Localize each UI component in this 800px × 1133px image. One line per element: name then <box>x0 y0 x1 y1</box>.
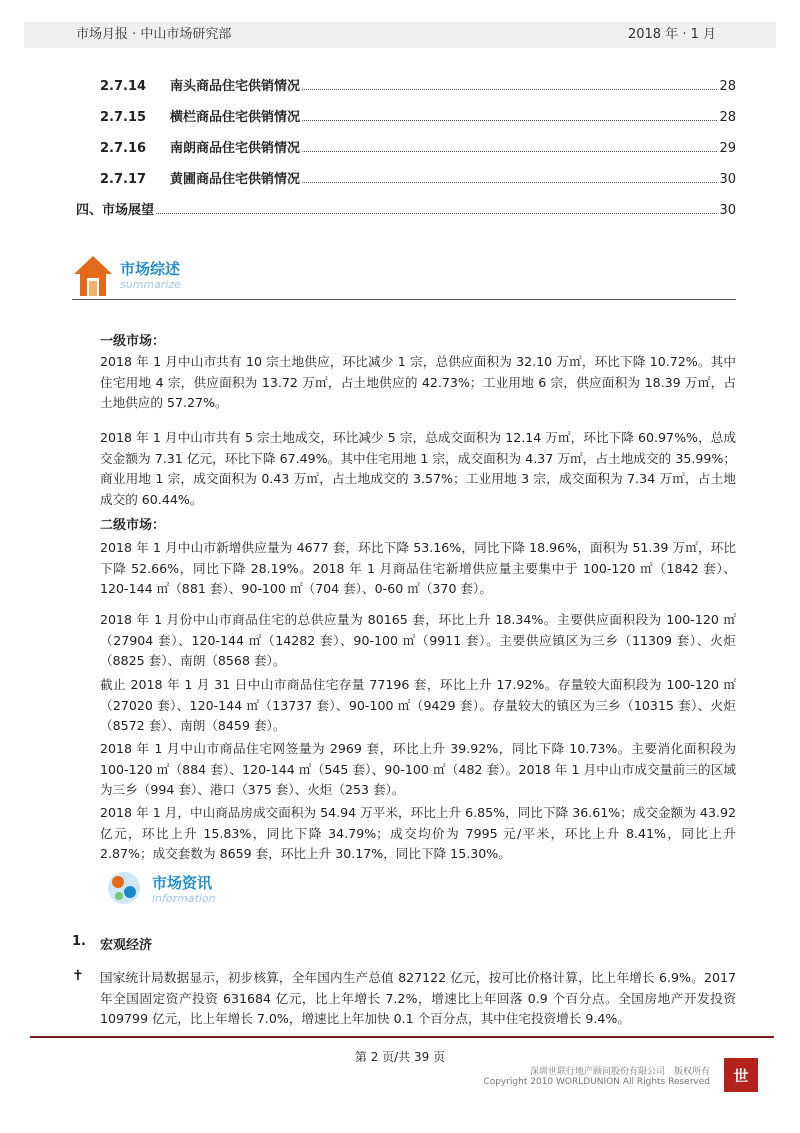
banner-title: 市场综述 <box>120 260 181 278</box>
toc-row[interactable] <box>100 169 736 187</box>
secondary-paragraph-2: 2018 年 1 月份中山市商品住宅的总供应量为 80165 套，环比上升 18.34%。主要供应面积段为 100-120 ㎡（27904 套）、120-144 ㎡（14282 套）、90-100 ㎡（9911 套）。主要供应镇区为三乡（11309 套）、火炬（8825 套）、南朗（8568 套）。 <box>100 612 736 668</box>
toc-leader <box>302 120 717 121</box>
toc-title: 横栏商品住宅供销情况 <box>170 110 301 125</box>
macro-heading: 宏观经济 <box>100 938 153 953</box>
toc-row[interactable] <box>100 76 736 94</box>
secondary-paragraph-4: 2018 年 1 月中山市商品住宅网签量为 2969 套，环比上升 39.92%，同比下降 10.73%。主要消化面积段为 100-120 ㎡（884 套）、120-144 ㎡（545 套）、90-100 ㎡（482 套）。2018 年 1 月中山市成交量前三的区域为三乡（994 套）、港口（375 套）、火炬（253 套）。 <box>100 741 736 797</box>
toc-page: 28 <box>719 110 736 125</box>
header-date: 2018 年 · 1 月 <box>627 27 716 42</box>
banner-subtitle: information <box>152 892 216 905</box>
toc-number: 2.7.16 <box>100 141 147 156</box>
toc-row[interactable] <box>100 107 736 125</box>
page-number: 第 2 页/共 39 页 <box>354 1050 446 1064</box>
toc-number: 2.7.14 <box>100 79 147 94</box>
toc-title: 四、市场展望 <box>76 203 155 218</box>
toc-number: 2.7.17 <box>100 172 147 187</box>
banner-title: 市场资讯 <box>152 874 213 892</box>
toc-page: 30 <box>719 172 736 187</box>
toc-title: 南头商品住宅供销情况 <box>170 79 301 94</box>
toc-leader <box>156 213 717 214</box>
secondary-market-heading: 二级市场： <box>100 518 166 533</box>
company-notice: 深圳世联行地产顾问股份有限公司 版权所有 <box>529 1067 710 1077</box>
primary-paragraph-2: 2018 年 1 月中山市共有 5 宗土地成交，环比减少 5 宗，总成交面积为 12.14 万㎡，环比下降 60.97%%，总成交金额为 7.31 亿元，环比下降 67.49%。其中住宅用地 1 宗，成交面积为 4.37 万㎡，占土地成交的 35.99%；商业用地 1 宗，成交面积为 0.43 万㎡，占土地成交的 3.57%；工业用地 3 宗，成交面积为 7.34 万㎡，占土地成交的 60.44%。 <box>100 430 736 507</box>
header-title: 市场月报 · 中山市场研究部 <box>76 27 232 42</box>
globe-icon <box>104 868 144 908</box>
toc-page: 29 <box>719 141 736 156</box>
divider <box>72 299 736 300</box>
toc-leader <box>302 151 717 152</box>
house-icon <box>72 254 114 298</box>
footer-divider <box>30 1036 774 1038</box>
section-banner-information <box>104 868 304 914</box>
section-banner-summary <box>72 254 272 300</box>
primary-market-heading: 一级市场： <box>100 334 166 349</box>
toc-row[interactable] <box>76 200 736 218</box>
copyright-notice: Copyright 2010 WORLDUNION All Rights Reserved <box>483 1077 710 1087</box>
toc-leader <box>302 182 717 183</box>
toc-title: 南朗商品住宅供销情况 <box>170 141 301 156</box>
toc-page: 28 <box>719 79 736 94</box>
banner-subtitle: summarize <box>120 278 181 291</box>
toc-row[interactable] <box>100 138 736 156</box>
secondary-paragraph-5: 2018 年 1 月，中山商品房成交面积为 54.94 万平米，环比上升 6.85%，同比下降 36.61%；成交金额为 43.92 亿元，环比上升 15.83%，同比下降 34.79%；成交均价为 7995 元/平米，环比上升 8.41%，同比上升 2.87%；成交套数为 8659 套，环比上升 30.17%，同比下降 15.30%。 <box>100 805 736 861</box>
toc-title: 黄圃商品住宅供销情况 <box>170 172 301 187</box>
secondary-paragraph-1: 2018 年 1 月中山市新增供应量为 4677 套，环比下降 53.16%，同比下降 18.96%，面积为 51.39 万㎡，环比下降 52.66%，同比下降 28.19%。2018 年 1 月商品住宅新增供应量主要集中于 100-120 ㎡（1842 套）、120-144 ㎡（881 套）、90-100 ㎡（704 套）、0-60 ㎡（370 套）。 <box>100 540 736 596</box>
toc-number: 2.7.15 <box>100 110 147 125</box>
secondary-paragraph-3: 截止 2018 年 1 月 31 日中山市商品住宅存量 77196 套，环比上升 17.92%。存量较大面积段为 100-120 ㎡（27020 套）、120-144 ㎡（13737 套）、90-100 ㎡（9429 套）。存量较大的镇区为三乡（10315 套）、火炬（8572 套）、南朗（8459 套）。 <box>100 677 736 733</box>
macro-paragraph: 国家统计局数据显示，初步核算，全年国内生产总值 827122 亿元，按可比价格计算，比上年增长 6.9%。2017 年全国固定资产投资 631684 亿元，比上年增长 7.2%，增速比上年回落 0.9 个百分点。全国房地产开发投资 109799 亿元，比上年增长 7.0%，增速比上年加快 0.1 个百分点，其中住宅投资增长 9.4%。 <box>100 970 736 1026</box>
cross-bullet-icon: ✝ <box>72 968 84 984</box>
toc-page: 30 <box>719 203 736 218</box>
company-logo: 世 <box>724 1058 758 1092</box>
macro-number: 1. <box>72 934 86 949</box>
primary-paragraph-1: 2018 年 1 月中山市共有 10 宗土地供应，环比减少 1 宗，总供应面积为 32.10 万㎡，环比下降 10.72%。其中住宅用地 4 宗，供应面积为 13.72 万㎡，占土地供应的 42.73%；工业用地 6 宗，供应面积为 18.39 万㎡，占土地供应的 57.27%。 <box>100 354 736 410</box>
toc-leader <box>302 89 717 90</box>
